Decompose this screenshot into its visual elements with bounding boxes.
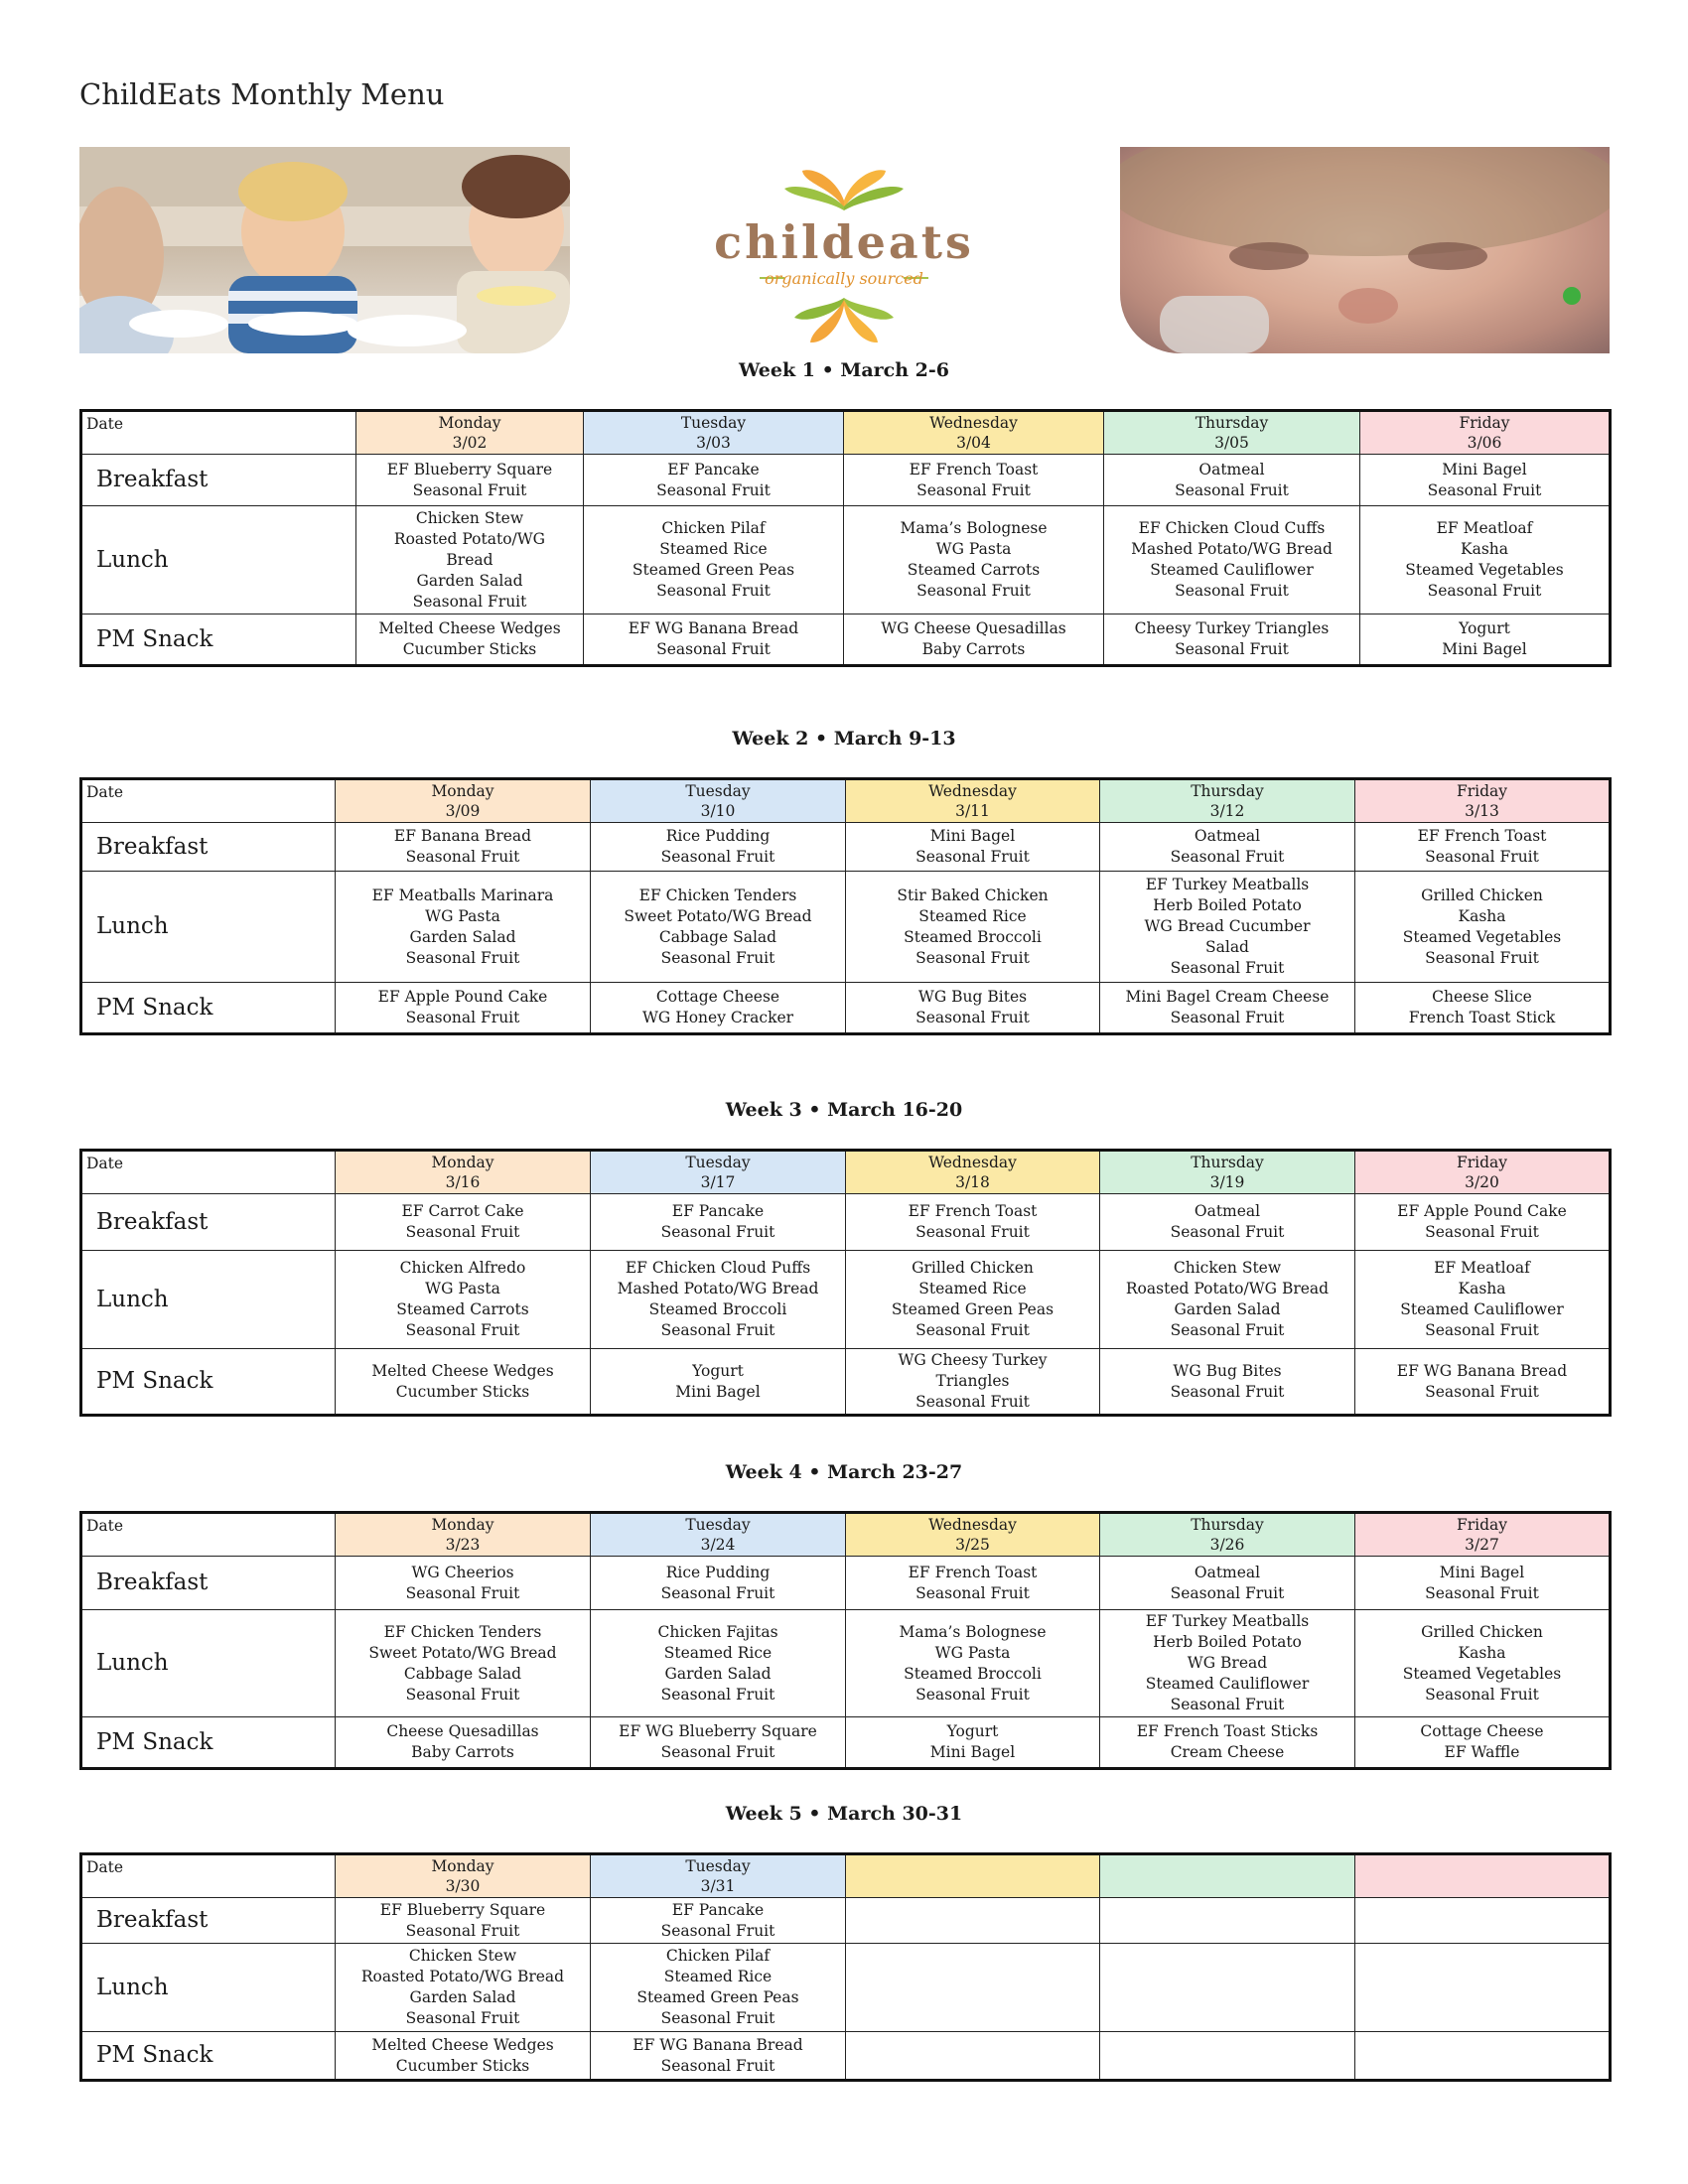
row-label-breakfast: Breakfast (81, 823, 336, 872)
breakfast-cell: Oatmeal Seasonal Fruit (1100, 1557, 1355, 1610)
menu-table (79, 1149, 1612, 1417)
day-header-monday: Monday 3/23 (336, 1513, 591, 1557)
snack-cell: Cheesy Turkey Triangles Seasonal Fruit (1104, 614, 1360, 666)
snack-cell: Yogurt Mini Bagel (1360, 614, 1611, 666)
row-label-pm-snack: PM Snack (81, 614, 356, 666)
snack-cell: Melted Cheese Wedges Cucumber Sticks (336, 2032, 591, 2081)
lunch-cell: EF Turkey Meatballs Herb Boiled Potato WG Bread Steamed Cauliflower Seasonal Fruit (1100, 1610, 1355, 1717)
breakfast-cell: EF French Toast Seasonal Fruit (846, 1557, 1100, 1610)
snack-cell: EF WG Banana Bread Seasonal Fruit (591, 2032, 846, 2081)
childeats-logo (685, 149, 1003, 357)
row-label-lunch: Lunch (81, 506, 356, 614)
lunch-cell: Chicken Stew Roasted Potato/WG Bread Garden Salad Seasonal Fruit (336, 1944, 591, 2032)
breakfast-cell (846, 1898, 1100, 1944)
week-title: Week 3 • March 16-20 (725, 1099, 963, 1121)
snack-cell: EF Apple Pound Cake Seasonal Fruit (336, 983, 591, 1034)
children-eating-photo (79, 147, 570, 353)
lunch-cell: Chicken Pilaf Steamed Rice Steamed Green Peas Seasonal Fruit (591, 1944, 846, 2032)
breakfast-cell: EF French Toast Seasonal Fruit (1355, 823, 1611, 872)
day-header-blank (846, 1854, 1100, 1898)
lunch-cell: EF Meatloaf Kasha Steamed Vegetables Seasonal Fruit (1360, 506, 1611, 614)
breakfast-cell: EF Pancake Seasonal Fruit (591, 1194, 846, 1251)
breakfast-cell (1355, 1898, 1611, 1944)
day-header-wednesday: Wednesday 3/04 (844, 411, 1104, 455)
row-label-lunch: Lunch (81, 872, 336, 983)
day-header-blank (1355, 1854, 1611, 1898)
snack-cell: Yogurt Mini Bagel (846, 1717, 1100, 1769)
snack-cell: WG Cheesy Turkey Triangles Seasonal Fruit (846, 1349, 1100, 1416)
snack-cell: EF WG Blueberry Square Seasonal Fruit (591, 1717, 846, 1769)
day-header-tuesday: Tuesday 3/31 (591, 1854, 846, 1898)
day-header-tuesday: Tuesday 3/17 (591, 1151, 846, 1194)
breakfast-cell: EF Apple Pound Cake Seasonal Fruit (1355, 1194, 1611, 1251)
row-label-breakfast: Breakfast (81, 1194, 336, 1251)
snack-cell (1100, 2032, 1355, 2081)
breakfast-cell: Oatmeal Seasonal Fruit (1100, 823, 1355, 872)
day-header-friday: Friday 3/06 (1360, 411, 1611, 455)
snack-cell: Melted Cheese Wedges Cucumber Sticks (356, 614, 584, 666)
row-label-breakfast: Breakfast (81, 1898, 336, 1944)
snack-cell: Cottage Cheese EF Waffle (1355, 1717, 1611, 1769)
breakfast-cell: EF Banana Bread Seasonal Fruit (336, 823, 591, 872)
week-title: Week 2 • March 9-13 (732, 728, 956, 750)
logo-wordmark: childeats (714, 215, 974, 269)
day-header-friday: Friday 3/27 (1355, 1513, 1611, 1557)
week-title: Week 4 • March 23-27 (725, 1461, 963, 1483)
row-label-pm-snack: PM Snack (81, 1349, 336, 1416)
day-header-friday: Friday 3/13 (1355, 779, 1611, 823)
breakfast-cell: EF Blueberry Square Seasonal Fruit (356, 455, 584, 506)
lunch-cell: Stir Baked Chicken Steamed Rice Steamed Broccoli Seasonal Fruit (846, 872, 1100, 983)
day-header-friday: Friday 3/20 (1355, 1151, 1611, 1194)
breakfast-cell: Mini Bagel Seasonal Fruit (846, 823, 1100, 872)
lunch-cell: EF Chicken Cloud Puffs Mashed Potato/WG Bread Steamed Broccoli Seasonal Fruit (591, 1251, 846, 1349)
breakfast-cell: Mini Bagel Seasonal Fruit (1355, 1557, 1611, 1610)
row-label-date: Date (81, 779, 336, 823)
day-header-monday: Monday 3/16 (336, 1151, 591, 1194)
snack-cell (846, 2032, 1100, 2081)
snack-cell: WG Bug Bites Seasonal Fruit (1100, 1349, 1355, 1416)
snack-cell: Cheese Slice French Toast Stick (1355, 983, 1611, 1034)
lunch-cell: EF Chicken Cloud Cuffs Mashed Potato/WG Bread Steamed Cauliflower Seasonal Fruit (1104, 506, 1360, 614)
lunch-cell: EF Chicken Tenders Sweet Potato/WG Bread Cabbage Salad Seasonal Fruit (336, 1610, 591, 1717)
day-header-tuesday: Tuesday 3/24 (591, 1513, 846, 1557)
page-title: ChildEats Monthly Menu (79, 77, 445, 111)
day-header-thursday: Thursday 3/05 (1104, 411, 1360, 455)
week-2-section (79, 728, 1609, 1035)
day-header-thursday: Thursday 3/19 (1100, 1151, 1355, 1194)
breakfast-cell: EF French Toast Seasonal Fruit (844, 455, 1104, 506)
row-label-date: Date (81, 1854, 336, 1898)
day-header-blank (1100, 1854, 1355, 1898)
row-label-lunch: Lunch (81, 1610, 336, 1717)
lunch-cell: Chicken Alfredo WG Pasta Steamed Carrots Seasonal Fruit (336, 1251, 591, 1349)
lunch-cell: Mama’s Bolognese WG Pasta Steamed Carrots Seasonal Fruit (844, 506, 1104, 614)
snack-cell: Cheese Quesadillas Baby Carrots (336, 1717, 591, 1769)
day-header-thursday: Thursday 3/12 (1100, 779, 1355, 823)
day-header-monday: Monday 3/30 (336, 1854, 591, 1898)
breakfast-cell: EF Pancake Seasonal Fruit (584, 455, 844, 506)
row-label-pm-snack: PM Snack (81, 2032, 336, 2081)
lunch-cell: EF Chicken Tenders Sweet Potato/WG Bread Cabbage Salad Seasonal Fruit (591, 872, 846, 983)
snack-cell: Yogurt Mini Bagel (591, 1349, 846, 1416)
week-4-section (79, 1461, 1609, 1770)
lunch-cell: Grilled Chicken Kasha Steamed Vegetables Seasonal Fruit (1355, 1610, 1611, 1717)
breakfast-cell: EF Carrot Cake Seasonal Fruit (336, 1194, 591, 1251)
row-label-date: Date (81, 411, 356, 455)
row-label-pm-snack: PM Snack (81, 1717, 336, 1769)
snack-cell: EF WG Banana Bread Seasonal Fruit (584, 614, 844, 666)
menu-table (79, 777, 1612, 1035)
lunch-cell: Chicken Stew Roasted Potato/WG Bread Garden Salad Seasonal Fruit (1100, 1251, 1355, 1349)
menu-table (79, 1852, 1612, 2082)
week-3-section (79, 1099, 1609, 1417)
breakfast-cell: Oatmeal Seasonal Fruit (1100, 1194, 1355, 1251)
breakfast-cell: EF Blueberry Square Seasonal Fruit (336, 1898, 591, 1944)
day-header-tuesday: Tuesday 3/10 (591, 779, 846, 823)
snack-cell: WG Bug Bites Seasonal Fruit (846, 983, 1100, 1034)
row-label-date: Date (81, 1513, 336, 1557)
day-header-wednesday: Wednesday 3/18 (846, 1151, 1100, 1194)
row-label-date: Date (81, 1151, 336, 1194)
lunch-cell: Chicken Pilaf Steamed Rice Steamed Green Peas Seasonal Fruit (584, 506, 844, 614)
week-1-section (79, 359, 1609, 667)
lunch-cell (1355, 1944, 1611, 2032)
lunch-cell: EF Turkey Meatballs Herb Boiled Potato WG Bread Cucumber Salad Seasonal Fruit (1100, 872, 1355, 983)
snack-cell: Mini Bagel Cream Cheese Seasonal Fruit (1100, 983, 1355, 1034)
day-header-monday: Monday 3/09 (336, 779, 591, 823)
snack-cell: EF WG Banana Bread Seasonal Fruit (1355, 1349, 1611, 1416)
breakfast-cell: Mini Bagel Seasonal Fruit (1360, 455, 1611, 506)
row-label-lunch: Lunch (81, 1251, 336, 1349)
breakfast-cell (1100, 1898, 1355, 1944)
snack-cell: Melted Cheese Wedges Cucumber Sticks (336, 1349, 591, 1416)
lunch-cell (1100, 1944, 1355, 2032)
snack-cell: EF French Toast Sticks Cream Cheese (1100, 1717, 1355, 1769)
snack-cell: WG Cheese Quesadillas Baby Carrots (844, 614, 1104, 666)
logo-tagline: organically sourced (765, 269, 923, 288)
lunch-cell: Mama’s Bolognese WG Pasta Steamed Broccoli Seasonal Fruit (846, 1610, 1100, 1717)
child-face-photo (1120, 147, 1610, 353)
week-title: Week 1 • March 2-6 (738, 359, 949, 381)
lunch-cell: Grilled Chicken Steamed Rice Steamed Green Peas Seasonal Fruit (846, 1251, 1100, 1349)
menu-table (79, 1511, 1612, 1770)
row-label-lunch: Lunch (81, 1944, 336, 2032)
breakfast-cell: Oatmeal Seasonal Fruit (1104, 455, 1360, 506)
day-header-wednesday: Wednesday 3/25 (846, 1513, 1100, 1557)
week-title: Week 5 • March 30-31 (725, 1803, 963, 1825)
snack-cell (1355, 2032, 1611, 2081)
lunch-cell: Chicken Fajitas Steamed Rice Garden Salad Seasonal Fruit (591, 1610, 846, 1717)
lunch-cell: Chicken Stew Roasted Potato/WG Bread Garden Salad Seasonal Fruit (356, 506, 584, 614)
snack-cell: Cottage Cheese WG Honey Cracker (591, 983, 846, 1034)
lunch-cell: Grilled Chicken Kasha Steamed Vegetables Seasonal Fruit (1355, 872, 1611, 983)
breakfast-cell: WG Cheerios Seasonal Fruit (336, 1557, 591, 1610)
lunch-cell: EF Meatloaf Kasha Steamed Cauliflower Seasonal Fruit (1355, 1251, 1611, 1349)
row-label-breakfast: Breakfast (81, 455, 356, 506)
breakfast-cell: EF French Toast Seasonal Fruit (846, 1194, 1100, 1251)
lunch-cell: EF Meatballs Marinara WG Pasta Garden Salad Seasonal Fruit (336, 872, 591, 983)
breakfast-cell: EF Pancake Seasonal Fruit (591, 1898, 846, 1944)
menu-table (79, 409, 1612, 667)
lunch-cell (846, 1944, 1100, 2032)
row-label-breakfast: Breakfast (81, 1557, 336, 1610)
day-header-tuesday: Tuesday 3/03 (584, 411, 844, 455)
week-5-section (79, 1803, 1609, 2082)
breakfast-cell: Rice Pudding Seasonal Fruit (591, 1557, 846, 1610)
day-header-thursday: Thursday 3/26 (1100, 1513, 1355, 1557)
day-header-wednesday: Wednesday 3/11 (846, 779, 1100, 823)
day-header-monday: Monday 3/02 (356, 411, 584, 455)
row-label-pm-snack: PM Snack (81, 983, 336, 1034)
breakfast-cell: Rice Pudding Seasonal Fruit (591, 823, 846, 872)
